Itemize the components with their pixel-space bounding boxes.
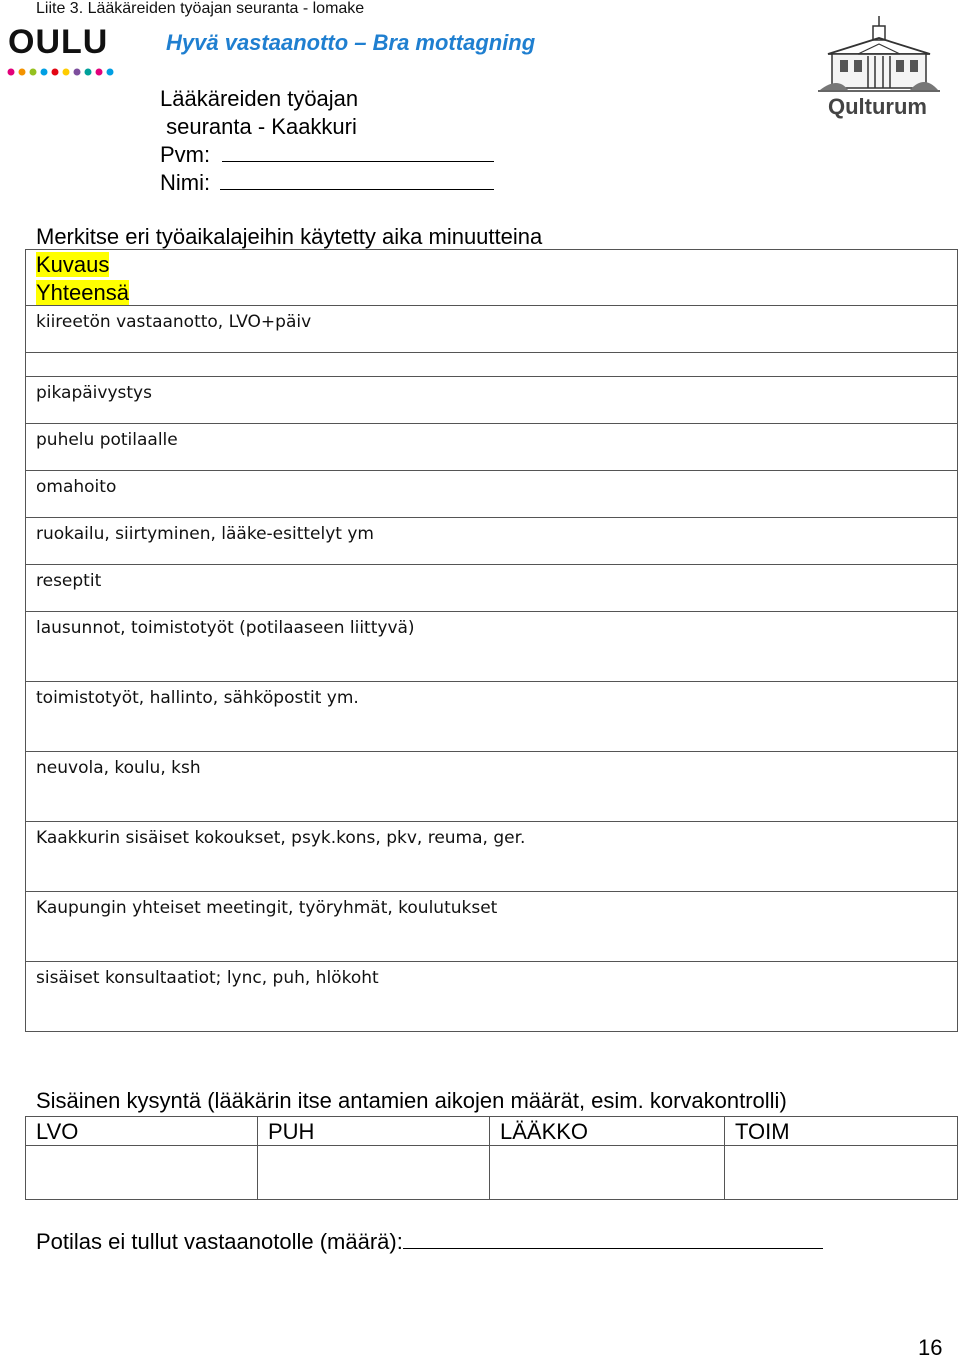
no-show-label: Potilas ei tullut vastaanotolle (määrä): (36, 1229, 403, 1254)
row-label: toimistotyöt, hallinto, sähköpostit ym. (36, 688, 359, 708)
page-number: 16 (918, 1335, 943, 1360)
table-row[interactable] (25, 305, 958, 353)
name-label: Nimi: (160, 170, 211, 195)
no-show-row (36, 1228, 823, 1255)
table-top-border (25, 249, 958, 250)
table-row[interactable] (25, 565, 958, 612)
appendix-title: Liite 3. Lääkäreiden työajan seuranta - lomake (36, 0, 365, 17)
name-field[interactable] (220, 171, 494, 190)
building-icon (818, 14, 940, 94)
row-label: omahoito (36, 477, 117, 497)
table-row[interactable] (25, 518, 958, 565)
demand-header-lvo: LVO (36, 1119, 79, 1144)
demand-column-lvo[interactable] (26, 1117, 258, 1199)
instruction-text: Merkitse eri työaikalajeihin käytetty aika minuutteina (36, 224, 543, 249)
form-title (160, 85, 494, 197)
table-row[interactable] (25, 822, 958, 892)
table-right-border-top (957, 249, 958, 305)
table-row[interactable] (25, 752, 958, 822)
slogan: Hyvä vastaanotto – Bra mottagning (166, 30, 536, 55)
demand-column-toim[interactable] (725, 1117, 957, 1199)
row-label: kiireetön vastaanotto, LVO+päiv (36, 312, 312, 332)
row-label: neuvola, koulu, ksh (36, 758, 201, 778)
demand-header-toim: TOIM (735, 1119, 790, 1144)
table-row[interactable] (25, 892, 958, 962)
table-row[interactable] (25, 377, 958, 424)
form-title-line2: seuranta - Kaakkuri (160, 114, 357, 139)
demand-column-laakko[interactable] (490, 1117, 725, 1199)
no-show-field[interactable] (403, 1228, 823, 1249)
demand-column-puh[interactable] (258, 1117, 490, 1199)
table-row[interactable] (25, 471, 958, 518)
qulturum-wordmark: Qulturum (828, 94, 927, 119)
table-row[interactable] (25, 353, 958, 377)
row-label: Kaupungin yhteiset meetingit, työryhmät, koulutukset (36, 898, 498, 918)
table-row[interactable] (25, 424, 958, 471)
row-label: puhelu potilaalle (36, 430, 178, 450)
demand-header-laakko: LÄÄKKO (500, 1119, 589, 1144)
internal-demand-table (25, 1116, 958, 1200)
date-row (160, 141, 494, 169)
table-row[interactable] (25, 612, 958, 682)
row-label: sisäiset konsultaatiot; lync, puh, hlökoht (36, 968, 379, 988)
qulturum-logo (818, 14, 940, 124)
row-label: pikapäivystys (36, 383, 152, 403)
row-label: lausunnot, toimistotyöt (potilaaseen liittyvä) (36, 618, 415, 638)
oulu-logo: OULU (8, 23, 109, 61)
internal-demand-title: Sisäinen kysyntä (lääkärin itse antamien aikojen määrät, esim. korvakontrolli) (36, 1088, 787, 1113)
column-total-header (36, 280, 129, 306)
form-title-line1: Lääkäreiden työajan (160, 86, 359, 111)
row-label: reseptit (36, 571, 102, 591)
table-row[interactable] (25, 962, 958, 1032)
row-label: Kaakkurin sisäiset kokoukset, psyk.kons, pkv, reuma, ger. (36, 828, 526, 848)
column-description-header (36, 252, 109, 278)
description-header-label: Kuvaus (36, 252, 110, 277)
demand-header-puh: PUH (268, 1119, 315, 1144)
date-field[interactable] (222, 143, 494, 162)
table-row[interactable] (25, 682, 958, 752)
row-label: ruokailu, siirtyminen, lääke-esittelyt ym (36, 524, 374, 544)
name-row (160, 169, 494, 197)
date-label: Pvm: (160, 142, 211, 167)
table-left-border-top (25, 249, 26, 305)
oulu-logo-dots (6, 66, 116, 78)
total-header-label: Yhteensä (36, 280, 129, 305)
